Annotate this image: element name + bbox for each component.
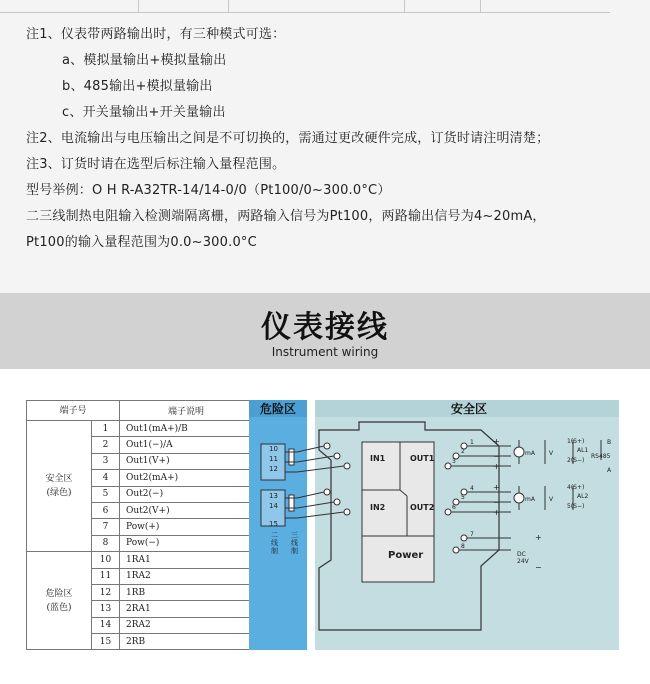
top-table-edge (0, 0, 650, 14)
sign: − (493, 498, 500, 507)
table-edge-cell (228, 0, 405, 13)
terminal-desc: 1RA1 (120, 552, 253, 568)
dc24-label: 24V (517, 558, 529, 565)
terminal-desc: Pow(−) (120, 535, 253, 551)
s2m-label: 2(S−) (567, 457, 585, 464)
sign: + (493, 483, 500, 492)
s1p-label: 1(S+) (567, 438, 585, 445)
note-mode-b: b、485输出+模拟量输出 (62, 79, 213, 94)
rt-label-3: 3 (452, 458, 456, 465)
header-terminal-desc: 端子说明 (120, 401, 253, 421)
header-terminal-number: 端子号 (27, 401, 120, 421)
terminal-label-15: 15 (269, 520, 278, 528)
terminal-label-10: 10 (269, 445, 278, 453)
s5m-label: 5(S−) (567, 503, 585, 510)
terminal-number: 7 (92, 519, 120, 535)
terminal-desc: Out2(mA+) (120, 470, 253, 486)
rt-label-5: 5 (461, 494, 465, 501)
note-2: 注2、电流输出与电压输出之间是不可切换的，需通过更改硬件完成，订货时请注明清楚； (26, 131, 550, 146)
s4p-label: 4(S+) (567, 484, 585, 491)
terminal-number: 14 (92, 617, 120, 633)
model-example: 型号举例：O H R-A32TR-14/14-0/0（Pt100/0~300.0°C） (26, 183, 391, 198)
ma-label-2: mA (525, 496, 535, 503)
table-edge-cell (480, 0, 610, 13)
two-wire-label: 二线制 (271, 531, 278, 555)
wiring-diagram (249, 400, 619, 650)
terminal-desc: 1RB (120, 584, 253, 600)
terminal-number: 5 (92, 486, 120, 502)
terminal-label-12: 12 (269, 465, 278, 473)
v-label-1: V (549, 450, 554, 457)
b-label: B (607, 439, 612, 446)
table-row (27, 552, 253, 568)
hazard-zone-title: 危险区 (259, 402, 297, 416)
rt-label-4: 4 (470, 485, 474, 492)
terminal-desc: Out1(−)/A (120, 437, 253, 453)
notes-list (26, 22, 636, 256)
model-description: 二三线制热电阻输入检测端隔离栅，两路输入信号为Pt100，两路输出信号为4~20mA， (26, 209, 546, 224)
v-label-2: V (549, 496, 554, 503)
notes-section (0, 0, 650, 272)
section-title: 仪表接线 (261, 310, 389, 345)
out2-label: OUT2 (410, 503, 435, 512)
section-subtitle: Instrument wiring (271, 345, 379, 359)
rt-label-7: 7 (470, 531, 474, 538)
terminal-number: 4 (92, 470, 120, 486)
terminal-label-14: 14 (269, 502, 278, 510)
terminal-number: 1 (92, 421, 120, 437)
ma-label-1: mA (525, 450, 535, 457)
terminal-number: 2 (92, 437, 120, 453)
terminal-number: 15 (92, 634, 120, 650)
safe-zone-label: 安全区 (绿色) (27, 421, 92, 552)
table-header-row (27, 401, 253, 421)
terminal-desc: Out2(−) (120, 486, 253, 502)
terminal-number: 10 (92, 552, 120, 568)
terminal-number: 12 (92, 584, 120, 600)
terminal-desc: 2RB (120, 634, 253, 650)
terminal-number: 13 (92, 601, 120, 617)
terminal-number: 8 (92, 535, 120, 551)
sign: + (535, 533, 542, 542)
terminal-number: 3 (92, 453, 120, 469)
out1-label: OUT1 (410, 454, 435, 463)
model-range: Pt100的输入量程范围为0.0~300.0°C (26, 235, 257, 250)
a-label: A (607, 467, 612, 474)
terminal-desc: Out1(mA+)/B (120, 421, 253, 437)
terminal-desc: 2RA1 (120, 601, 253, 617)
rt-label-8: 8 (461, 543, 465, 550)
module-body (362, 442, 434, 582)
rt-label-1: 1 (470, 439, 474, 446)
section-banner (0, 293, 650, 369)
terminal-desc: Pow(+) (120, 519, 253, 535)
sign: + (493, 437, 500, 446)
table-edge-cell (404, 0, 481, 13)
al1-label: AL1 (577, 447, 589, 454)
rs485-label: RS485 (591, 453, 611, 460)
in1-label: IN1 (370, 454, 386, 463)
sign: − (493, 452, 500, 461)
note-mode-a: a、模拟量输出+模拟量输出 (62, 53, 227, 68)
terminal-number: 11 (92, 568, 120, 584)
sign: + (493, 508, 500, 517)
rt-label-2: 2 (461, 448, 465, 455)
wiring-section (0, 369, 650, 684)
terminal-desc: Out1(V+) (120, 453, 253, 469)
terminal-number: 6 (92, 502, 120, 518)
terminal-desc: Out2(V+) (120, 502, 253, 518)
table-row (27, 421, 253, 437)
terminal-table (26, 400, 253, 650)
terminal-label-11: 11 (269, 455, 278, 463)
in2-label: IN2 (370, 503, 386, 512)
sign: − (535, 563, 542, 572)
power-label: Power (388, 550, 424, 561)
terminal-desc: 2RA2 (120, 617, 253, 633)
terminal-desc: 1RA2 (120, 568, 253, 584)
table-edge-cell (138, 0, 229, 13)
hazard-zone-label: 危险区 (蓝色) (27, 552, 92, 650)
dc-label: DC (517, 551, 526, 558)
three-wire-label: 三线制 (291, 531, 298, 555)
rt-label-6: 6 (452, 504, 456, 511)
note-3: 注3、订货时请在选型后标注输入量程范围。 (26, 157, 286, 172)
terminal-label-13: 13 (269, 492, 278, 500)
al2-label: AL2 (577, 493, 589, 500)
safe-zone-title: 安全区 (450, 402, 488, 416)
table-edge-cell (0, 0, 139, 13)
note-1: 注1、仪表带两路输出时，有三种模式可选： (26, 27, 286, 42)
note-mode-c: c、开关量输出+开关量输出 (62, 105, 226, 120)
sign: + (493, 462, 500, 471)
